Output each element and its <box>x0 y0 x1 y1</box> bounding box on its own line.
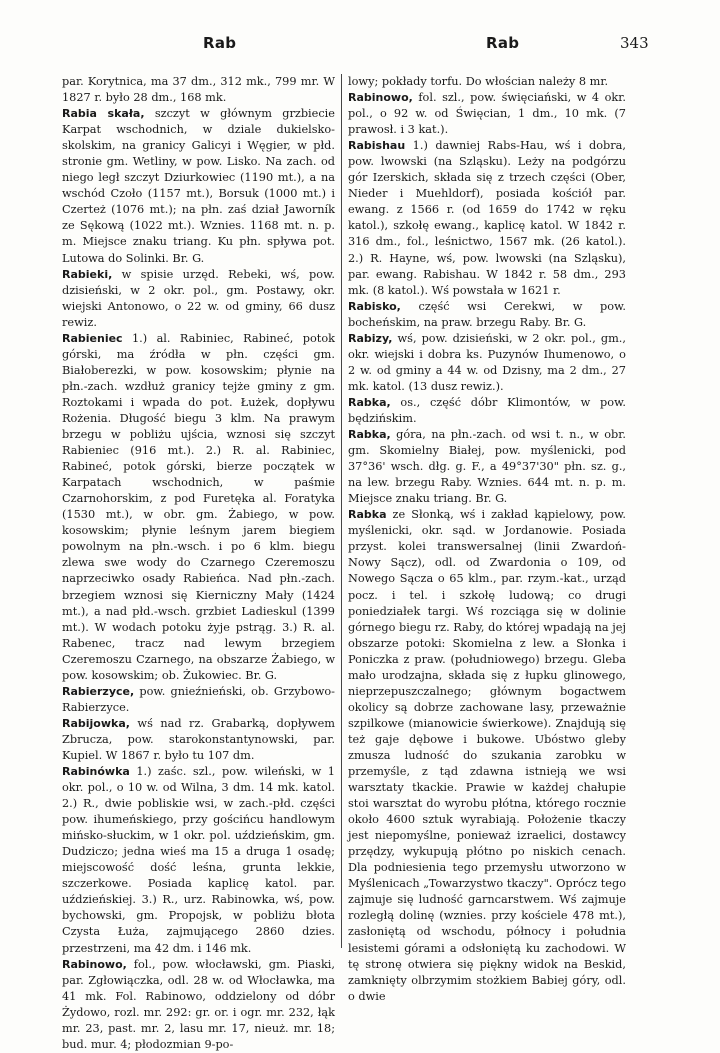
column-divider <box>341 74 342 948</box>
entry <box>62 106 335 266</box>
entry-text: os., część dóbr Klimontów, w pow. będzińskim. <box>348 395 626 425</box>
entry <box>62 684 335 716</box>
entry <box>348 90 626 138</box>
entry-text: wś nad rz. Grabarką, dopływem Zbrucza, pow. starokonstantynowski, par. Kupiel. W 1867 r. było tu 107 dm. <box>62 716 335 762</box>
entry-headword: Rabka <box>348 508 387 522</box>
entry-headword: Rabieniec <box>62 331 123 345</box>
entry-text: 1.) al. Rabiniec, Rabineć, potok górski, ma źródła w płn. części gm. Białoberezki, w pow. kosowskim; płynie na płn.-zach. wzdłuż granicy tejże gminy z gm. Roztokami i wpada do pot. Łużek, dopływu Rożenia. Długość biegu 3 klm. Na prawym brzegu w pobliżu ujścia, wznosi się szczyt Rabieniec (916 mt.). 2.) R. al. Rabiniec, Rabineć, potok górski, bierze początek w Karpatach wschodnich, w paśmie Czarnohorskim, z pod Furetęka al. Foratyka (1530 mt.), w obr. gm. Żabiego, w pow. kosowskim; płynie leśnym jarem biegiem powolnym na płn.-wsch. i po 6 klm. biegu zlewa swe wody do Czarnego Czeremoszu naprzeciwko osady Rabieńca. Nad płn.-zach. brzegiem wznosi się Kierniczny Mały (1424 mt.), a nad płd.-wsch. grzbiet Ladieskul (1399 mt.). W wodach potoku żyje pstrąg. 3.) R. al. Rabenec, tracz nad lewym brzegiem Czeremoszu Czarnego, na obszarze Żabiego, w pow. kosowskim; ob. Żukowiec. Br. G. <box>62 331 335 682</box>
entry-headword: Rabinowo, <box>348 91 413 105</box>
entry-headword: Rabijowka, <box>62 716 130 730</box>
entry <box>62 716 335 764</box>
entry <box>348 427 626 507</box>
entry-text: ze Słonką, wś i zakład kąpielowy, pow. myślenicki, okr. sąd. w Jordanowie. Posiada przyst. kolei transwersalnej (linii Zwardoń-Nowy Sącz), odl. od Zwardonia o 109, od Nowego Sącza o 65 klm., par. rzym.-kat., urząd pocz. i tel. i szkołę ludową; co drugi poniedziałek targi. Wś rozciąga się w dolinie górnego biegu rz. Raby, do której wpadają na jej obszarze potoki: Skomielna z lew. a Słonka i Poniczka z praw. (południowego) brzegu. Gleba mało urodzajna, składa się z łupku glinowego, nieprzepuszczalnego; głównym bogactwem okolicy są dobrze zachowane lasy, przeważnie szpilkowe (mianowicie świerkowe). Znajdują się też gaje dębowe i bukowe. Ubóstwo gleby zmusza ludność do szukania zarobku w przemyśle, z tąd zdawna istnieją we wsi warsztaty tkackie. Prawie w każdej chałupie stoi warsztat do wyrobu płótna, którego rocznie około 4600 sztuk wyrabiają. Położenie tkaczy jest niepomyślne, ponieważ izraelici, dostawcy przędzy, wykupują płótno po niskich cenach. Dla podniesienia tego przemysłu utworzono w Myślenicach „Towarzystwo tkaczy". Oprócz tego zajmuje się ludność garncarstwem. Wś zajmuje rozległą dolinę (wznies. przy kościele 478 mt.), zasłoniętą od wschodu, północy i południa lesistemi górami a odsłoniętą ku zachodowi. W tę stronę otwiera się piękny widok na Beskid, zamknięty olbrzymim stożkiem Babiej góry, odl. o dwie <box>348 508 626 1003</box>
entry-text: lowy; pokłady torfu. Do włościan należy 8 mr. <box>348 75 609 88</box>
entry <box>62 74 335 106</box>
entry-text: w spisie urzęd. Rebeki, wś, pow. dzisieński, w 2 okr. pol., gm. Postawy, okr. wiejski Antonowo, o 22 w. od gminy, 66 dusz rewiz. <box>62 267 335 329</box>
right-column <box>348 74 626 1005</box>
entry-text: fol. szl., pow. święciański, w 4 okr. pol., o 92 w. od Święcian, 1 dm., 10 mk. (7 prawosł. i 3 kat.). <box>348 91 626 137</box>
entry <box>348 74 626 90</box>
entry-text: góra, na płn.-zach. od wsi t. n., w obr. gm. Skomielny Białej, pow. myślenicki, pod 37°36' wsch. dłg. g. F., a 49°37'30" płn. sz. g., na lew. brzegu Raby. Wznies. 644 mt. n. p. m. Miejsce znaku triang. Br. G. <box>348 428 626 506</box>
entry-headword: Rabka, <box>348 395 391 409</box>
entry-headword: Rabinowo, <box>62 957 127 971</box>
entry-text: 1.) dawniej Rabs-Hau, wś i dobra, pow. lwowski (na Szląsku). Leży na podgórzu gór Izerskich, składa się z trzech części (Ober, Nieder i Muehldorf), posiada kościół par. ewang. z 1566 r. (od 1659 do 1742 w ręku katol.), szkołę ewang., kaplicę katol. W 1842 r. 316 dm., fol., leśnictwo, 1567 mk. (26 katol.). 2.) R. Hayne, wś, pow. lwowski (na Szląsku), par. ewang. Rabishau. W 1842 r. 58 dm., 293 mk. (8 katol.). Wś powstała w 1621 r. <box>348 139 626 297</box>
entry-text: część wsi Cerekwi, w pow. bocheńskim, na praw. brzegu Raby. Br. G. <box>348 299 626 329</box>
entry <box>348 395 626 427</box>
entry-headword: Rabia skała, <box>62 107 145 121</box>
entry <box>348 299 626 331</box>
entry-headword: Rabieki, <box>62 267 113 281</box>
entry-text: 1.) zaśc. szl., pow. wileński, w 1 okr. pol., o 10 w. od Wilna, 3 dm. 14 mk. katol. 2.) R., dwie pobliskie wsi, w zach.-płd. części pow. ihumeńskiego, przy gościńcu handlowym mińsko-słuckim, w 1 okr. pol. uździeńskim, gm. Dudziczo; jedna wieś ma 15 a druga 1 osadę; miejscowość dość leśna, grunta lekkie, szczerkowe. Posiada kaplicę katol. par. uździeńskiej. 3.) R., urz. Rabinowka, wś, pow. bychowski, gm. Propojsk, w pobliżu błota Czysta Łuża, zajmującego 2860 dzies. przestrzeni, ma 42 dm. i 146 mk. <box>62 765 335 955</box>
entry-text: wś, pow. dzisieński, w 2 okr. pol., gm., okr. wiejski i dobra ks. Puzynów Ihumenowo, o 2 w. od gminy a 44 w. od Dzisny, ma 2 dm., 27 mk. katol. (13 dusz rewiz.). <box>348 331 626 393</box>
entry <box>62 331 335 684</box>
left-running-head: Rab <box>203 34 237 52</box>
entry-text: pow. gnieźnieński, ob. Grzybowo-Rabierzyce. <box>62 684 335 714</box>
page-number: 343 <box>620 34 649 52</box>
entry-text: fol., pow. włocławski, gm. Piaski, par. Zgłowiączka, odl. 28 w. od Włocławka, ma 41 mk. Fol. Rabinowo, oddzielony od dóbr Żydowo, rozl. mr. 292: gr. or. i ogr. mr. 232, łąk mr. 23, past. mr. 2, lasu mr. 17, nieuż. mr. 18; bud. mur. 4; płodozmian 9-po- <box>62 957 335 1051</box>
entry-text: par. Korytnica, ma 37 dm., 312 mk., 799 mr. W 1827 r. było 28 dm., 168 mk. <box>62 75 335 105</box>
entry-headword: Rabierzyce, <box>62 684 135 698</box>
entry-headword: Rabizy, <box>348 331 393 345</box>
entry <box>348 507 626 1004</box>
left-column <box>62 74 335 1053</box>
entry-headword: Rabishau <box>348 139 406 153</box>
entry <box>348 138 626 298</box>
entry <box>62 764 335 957</box>
page-header <box>0 34 720 56</box>
right-running-head: Rab <box>486 34 520 52</box>
entry-headword: Rabisko, <box>348 299 401 313</box>
entry <box>348 331 626 395</box>
entry <box>62 267 335 331</box>
entry-text: szczyt w głównym grzbiecie Karpat wschodnich, w dziale dukielsko-skolskim, na granicy Galicyi i Węgier, w płd. stronie gm. Wetliny, w pow. Lisko. Na zach. od niego legł szczyt Dziurkowiec (1190 mt.), a na wschód Czoło (1157 mt.), Borsuk (1000 mt.) i Czerteż (1076 mt.); na płn. zaś dział Jaworník ze Sękową (1022 mt.). Wznies. 1168 mt. n. p. m. Miejsce znaku triang. Ku płn. spływa pot. Lutowa do Solinki. Br. G. <box>62 107 335 265</box>
entry <box>62 957 335 1053</box>
entry-headword: Rabinówka <box>62 765 130 779</box>
entry-headword: Rabka, <box>348 428 391 442</box>
